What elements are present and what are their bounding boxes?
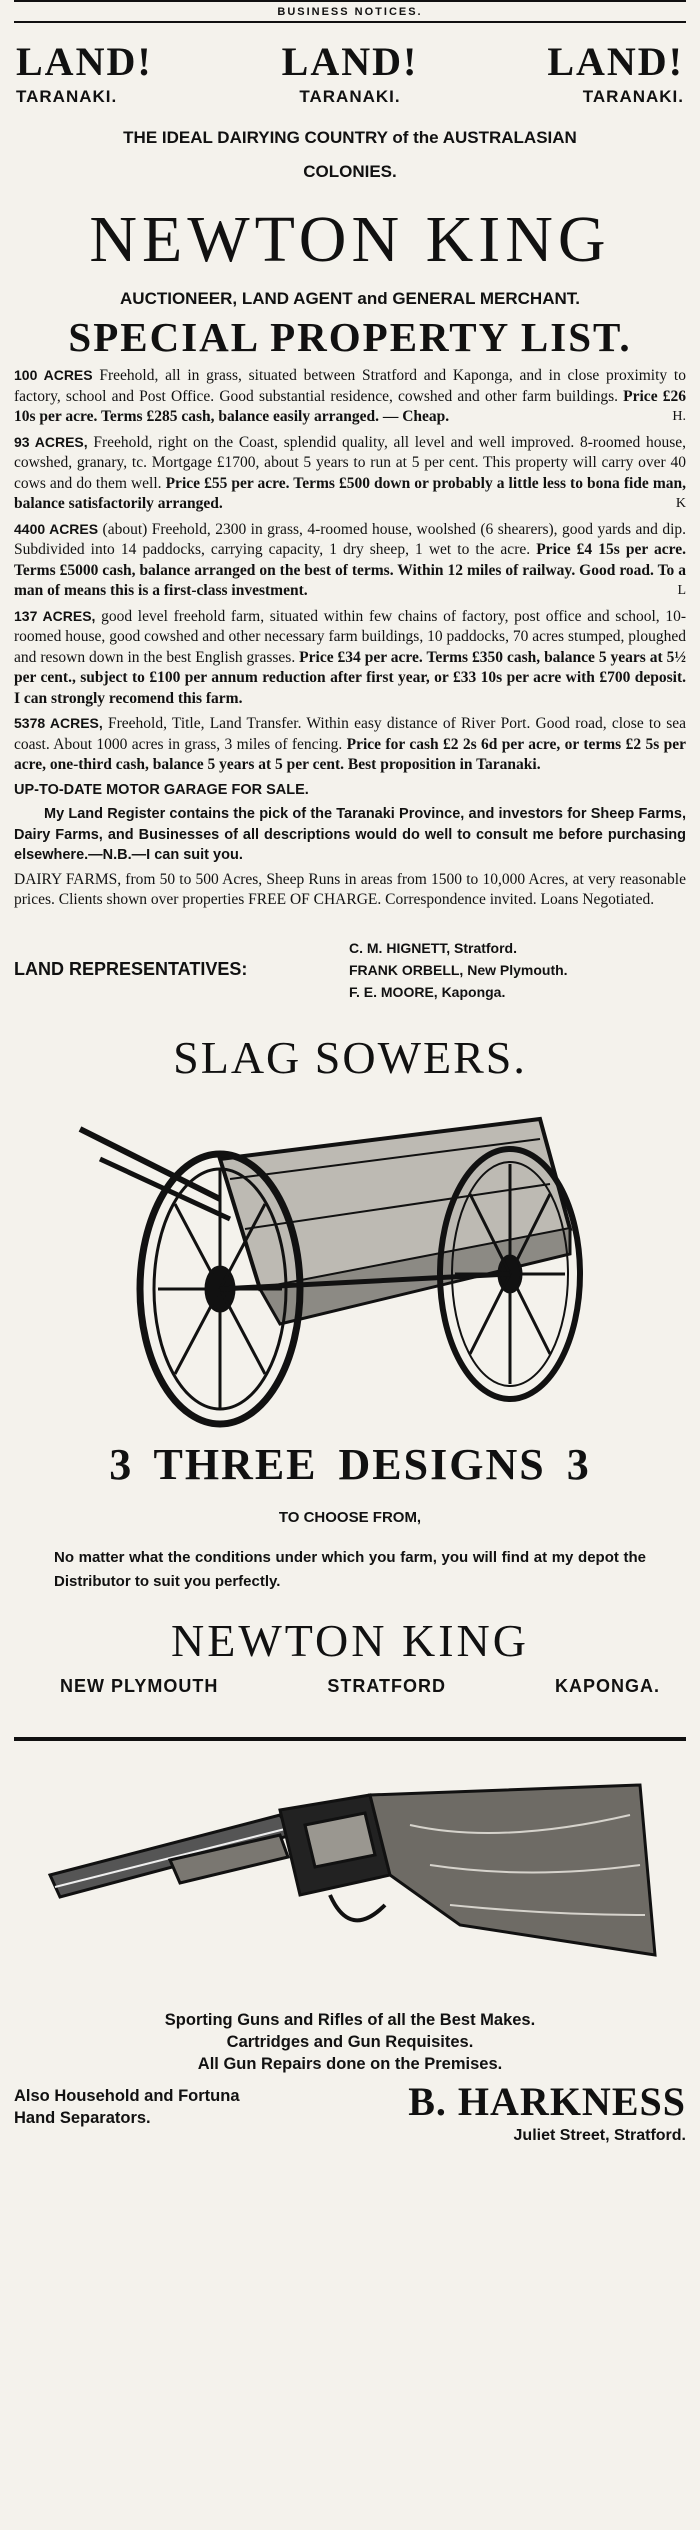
- listing-body: Freehold, Title, Land Transfer. Within easy distance of River Port. Good road, close to sea coast. About 1000 acres in grass, 3 miles of fencing.: [14, 715, 686, 753]
- firm-name-headline: NEWTON KING: [89, 203, 611, 276]
- listing-terms: Price for cash £2 2s 6d per acre, or terms £2 5s per acre, one-third cash, balance 5 years at 5 per cent. Best proposition in Taranaki.: [14, 735, 687, 773]
- listing-acres: 100 ACRES: [14, 367, 93, 383]
- town-name: KAPONGA.: [554, 1675, 660, 1696]
- land-word: LAND!: [281, 39, 419, 84]
- three-designs-heading: 3 THREE DESIGNS 3: [109, 1439, 591, 1489]
- ideal-line-1: THE IDEAL DAIRYING COUNTRY of the AUSTRALASIAN: [123, 128, 577, 147]
- listing-acres: 5378 ACRES,: [14, 715, 103, 731]
- firm-name-secondary: NEWTON KING: [171, 1614, 529, 1666]
- listing-terms: Price £34 per acre. Terms £350 cash, balance 5 years at 5½ per cent., subject to £100 per annum reduction after first year, or £33 10s per acre with £700 deposit. I can strongly recomend this farm.: [14, 648, 686, 707]
- dealer-address: Juliet Street, Stratford.: [513, 2126, 686, 2144]
- land-word: LAND!: [547, 39, 684, 84]
- listing-terms: Price £26 10s per acre. Terms £285 cash, balance easily arranged. — Cheap.: [14, 387, 686, 425]
- listing-item: [14, 519, 686, 602]
- listing-body: Freehold, all in grass, situated between Stratford and Kaponga, and in close proximity to factory, school and Post Office. Good substantial residence, cowshed and other farm buildings.: [14, 367, 686, 405]
- separators-notice: [14, 2085, 240, 2129]
- listing-ref: L: [677, 583, 686, 598]
- separators-line-1: Also Household and Fortuna: [14, 2086, 240, 2105]
- no-matter-paragraph: No matter what the conditions under which you farm, you will find at my depot the Distributor to suit you perfectly.: [54, 1548, 646, 1590]
- land-register-paragraph: My Land Register contains the pick of the Taranaki Province, and investors for Sheep Farms, Dairy Farms, and Businesses of all descriptions would do well to consult me before purchasing elsewhere.—N.B.—I can suit you.: [14, 806, 686, 863]
- land-place: TARANAKI.: [582, 87, 684, 106]
- listing-item: [14, 365, 686, 428]
- slag-sowers-title: SLAG SOWERS.: [173, 1031, 527, 1083]
- slag-sower-illustration: [70, 1089, 630, 1429]
- land-place: TARANAKI.: [299, 87, 401, 106]
- shotgun-illustration: [30, 1755, 670, 2005]
- representative-name: F. E. MOORE, Kaponga.: [349, 983, 506, 1000]
- ideal-line-2: COLONIES.: [303, 162, 397, 181]
- listing-body: (about) Freehold, 2300 in grass, 4-roomed house, woolshed (6 shearers), good yards and dip. Subdivided into 14 paddocks, carrying capacity, 1 dry sheep, 1 wet to the acre.: [14, 520, 686, 558]
- representatives-label: LAND REPRESENTATIVES:: [14, 958, 248, 979]
- gun-line: Sporting Guns and Rifles of all the Best Makes.: [164, 2010, 536, 2029]
- land-banner: [14, 23, 686, 107]
- separators-line-2: Hand Separators.: [14, 2108, 151, 2127]
- land-place: TARANAKI.: [16, 87, 118, 106]
- land-column: [16, 41, 230, 107]
- gun-ad-lines: [14, 2009, 686, 2075]
- dealer-name: B. HARKNESS: [408, 2078, 686, 2124]
- representative-name: C. M. HIGNETT, Stratford.: [349, 939, 517, 956]
- firm-subtitle: AUCTIONEER, LAND AGENT and GENERAL MERCHANT.: [120, 289, 580, 308]
- gun-ad-footer: [14, 2078, 686, 2145]
- listing-acres: 4400 ACRES: [14, 520, 99, 537]
- to-choose-from: TO CHOOSE FROM,: [278, 1508, 422, 1526]
- listing-item: [14, 606, 686, 710]
- business-notices-heading: BUSINESS NOTICES.: [277, 6, 423, 18]
- listing-ref: K: [675, 496, 686, 511]
- listing-terms: Price £4 15s per acre. Terms £5000 cash, balance arranged on the best of terms. Within 12 miles of railway. Good road. To a man of means this is a first-class investment.: [14, 541, 687, 599]
- listing-item: [14, 432, 686, 515]
- ideal-dairying-line: [14, 121, 686, 189]
- dealer-block: [408, 2078, 686, 2145]
- section-divider: [14, 1737, 686, 1741]
- motor-garage-notice: UP-TO-DATE MOTOR GARAGE FOR SALE.: [14, 781, 309, 798]
- gun-line: All Gun Repairs done on the Premises.: [197, 2054, 503, 2073]
- listing-terms: Price £55 per acre. Terms £500 down or probably a little less to bona fide man, balance satisfactorily arranged.: [14, 474, 686, 512]
- property-listings: [14, 365, 686, 911]
- representative-name: FRANK ORBELL, New Plymouth.: [349, 961, 568, 978]
- land-representatives: [14, 937, 686, 1003]
- branch-towns: [60, 1676, 660, 1697]
- land-column: [243, 41, 457, 107]
- land-column: [470, 41, 684, 107]
- listing-body: good level freehold farm, situated within few chains of factory, post office and school, 10-roomed house, good cowshed and other necessary farm buildings, 10 paddocks, 70 acres stumped, ploughed and resown down in the best English grasses.: [14, 607, 686, 666]
- land-word: LAND!: [16, 39, 153, 84]
- town-name: NEW PLYMOUTH: [60, 1675, 219, 1696]
- special-property-list-title: SPECIAL PROPERTY LIST.: [68, 314, 632, 360]
- town-name: STRATFORD: [327, 1675, 446, 1696]
- listing-item: [14, 713, 686, 776]
- listing-acres: 93 ACRES,: [14, 433, 88, 450]
- listing-body: Freehold, right on the Coast, splendid quality, all level and well improved. 8-roomed house, cowshed, granary, tc. Mortgage £1700, about 5 years to run at 5 per cent. This property will carry over 40 cows and do them well.: [14, 433, 687, 492]
- listing-ref: H.: [672, 409, 686, 424]
- representatives-list: [349, 937, 568, 1003]
- dairy-farms-paragraph: DAIRY FARMS, from 50 to 500 Acres, Sheep Runs in areas from 1500 to 10,000 Acres, at very reasonable prices. Clients shown over properties FREE OF CHARGE. Correspondence invited. Loans Negotiated.: [14, 870, 686, 908]
- listing-acres: 137 ACRES,: [14, 607, 96, 624]
- gun-line: Cartridges and Gun Requisites.: [226, 2032, 474, 2051]
